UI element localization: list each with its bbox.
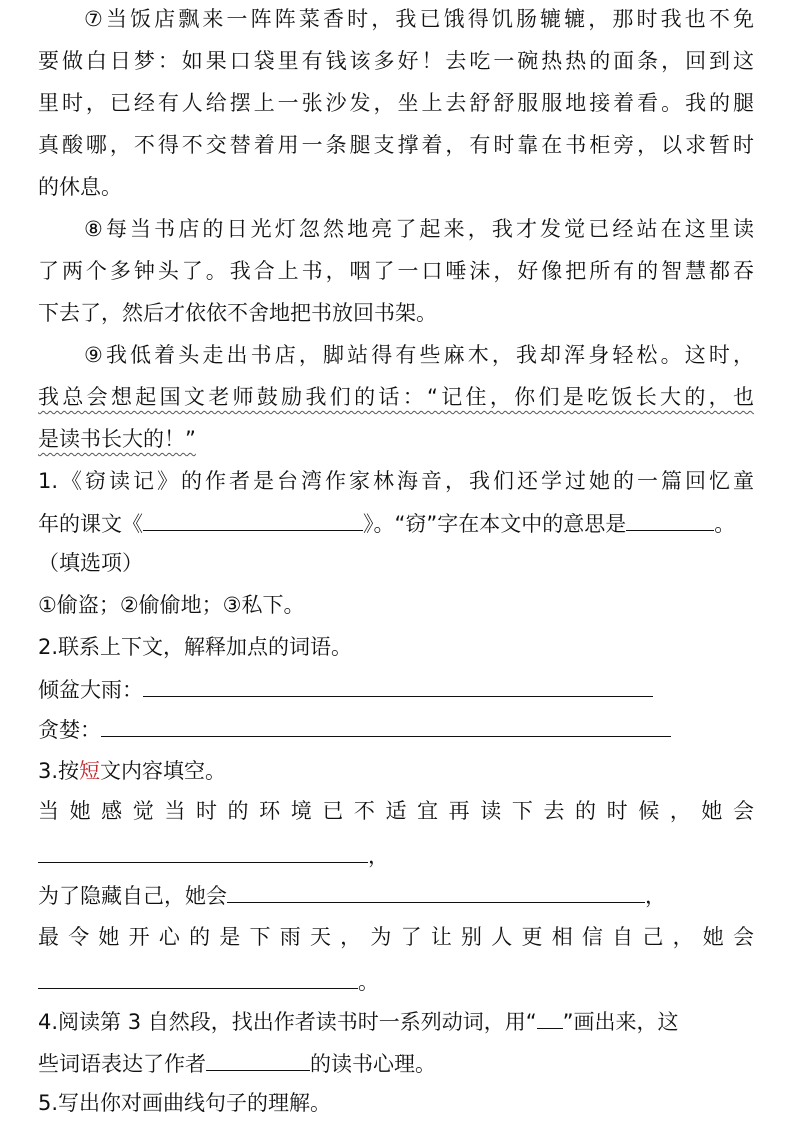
q3-line-2 (38, 880, 666, 911)
curved-sentence-part-1: 我总会想起国文老师鼓励我们的话：“记住，你们是吃饭长大的，也 (38, 385, 754, 409)
q3-line3-end: 。 (358, 970, 379, 994)
q2-title: 2.联系上下文，解释加点的词语。 (38, 635, 353, 659)
p8-line-3: 下去了，然后才依依不舍地把书放回书架。 (38, 301, 437, 325)
p9-line-1: ⑨我低着头走出书店，脚站得有些麻木，我却浑身轻松。这时， (84, 343, 754, 367)
q4-line1-a: 4.阅读第 3 自然段，找出作者读书时一系列动词，用“ (38, 1010, 537, 1034)
q2-word2-blank[interactable] (101, 714, 671, 737)
q3-title-b: 文内容填空。 (100, 759, 227, 783)
q2-word2-row (38, 714, 671, 745)
q3-line1-end: ， (368, 844, 389, 868)
q4-line2-a: 些词语表达了作者 (38, 1052, 206, 1076)
q1-prefix: 年的课文《 (38, 512, 143, 536)
q3-title-a: 3.按 (38, 759, 80, 783)
q3-title-highlight: 短 (79, 759, 101, 783)
q3-line2-end: ， (645, 884, 666, 908)
q1-line-2 (38, 508, 735, 539)
q4-line2-b: 的读书心理。 (310, 1052, 436, 1076)
q2-word1-row (38, 674, 653, 705)
p7-line-4: 真酸哪，不得不交替着用一条腿支撑着，有时靠在书柜旁，以求暂时 (38, 133, 754, 157)
q1-options: ①偷盗；②偷偷地；③私下。 (38, 593, 305, 617)
q4-line1-b: ”画出来，这 (562, 1010, 679, 1034)
p7-line-1: ⑦当饭店飘来一阵阵菜香时，我已饿得饥肠辘辘，那时我也不免 (84, 7, 754, 31)
p7-line-2: 要做白日梦：如果口袋里有钱该多好！去吃一碗热热的面条，回到这 (38, 49, 754, 73)
q1-title-blank[interactable] (143, 508, 363, 531)
q3-line-3: 最令她开心的是下雨天，为了让别人更相信自己，她会 (38, 925, 754, 949)
q4-line-2 (38, 1048, 436, 1079)
curved-sentence-part-2: 是读书长大的！” (38, 427, 196, 451)
q3-line-1-answer (38, 840, 389, 871)
q3-line2-text: 为了隐藏自己，她会 (38, 884, 227, 908)
q1-line-1: 1.《窃读记》的作者是台湾作家林海音，我们还学过她的一篇回忆童 (38, 469, 754, 493)
q3-blank-1[interactable] (38, 840, 368, 863)
q2-word1-label: 倾盆大雨： (38, 678, 143, 702)
p9-curved-line-2 (38, 382, 754, 412)
q1-meaning-blank[interactable] (626, 508, 714, 531)
q3-blank-3[interactable] (38, 966, 358, 989)
q4-underline-mark (537, 1006, 563, 1029)
p7-line-3: 里时，已经有人给摆上一张沙发，坐上去舒舒服服地接着看。我的腿 (38, 91, 754, 115)
q4-blank[interactable] (206, 1048, 310, 1071)
p8-line-2: 了两个多钟头了。我合上书，咽了一口唾沫，好像把所有的智慧都吞 (38, 259, 754, 283)
q2-word2-label: 贪婪： (38, 718, 101, 742)
q4-line-1 (38, 1006, 679, 1037)
q3-line-1: 当她感觉当时的环境已不适宜再读下去的时候，她会 (38, 799, 754, 823)
q3-blank-2[interactable] (227, 880, 645, 903)
q3-line-3-answer (38, 966, 379, 997)
q1-end: 。 (714, 512, 736, 536)
p7-line-5: 的休息。 (38, 175, 122, 199)
q3-title (38, 756, 226, 786)
q5-title: 5.写出你对画曲线句子的理解。 (38, 1091, 332, 1115)
p8-line-1: ⑧每当书店的日光灯忽然地亮了起来，我才发觉已经站在这里读 (84, 217, 754, 241)
q1-line-3: （填选项） (38, 551, 143, 575)
p9-curved-line-3 (38, 424, 196, 454)
q2-word1-blank[interactable] (143, 674, 653, 697)
q1-middle: 》。“窃”字在本文中的意思是 (363, 512, 627, 536)
